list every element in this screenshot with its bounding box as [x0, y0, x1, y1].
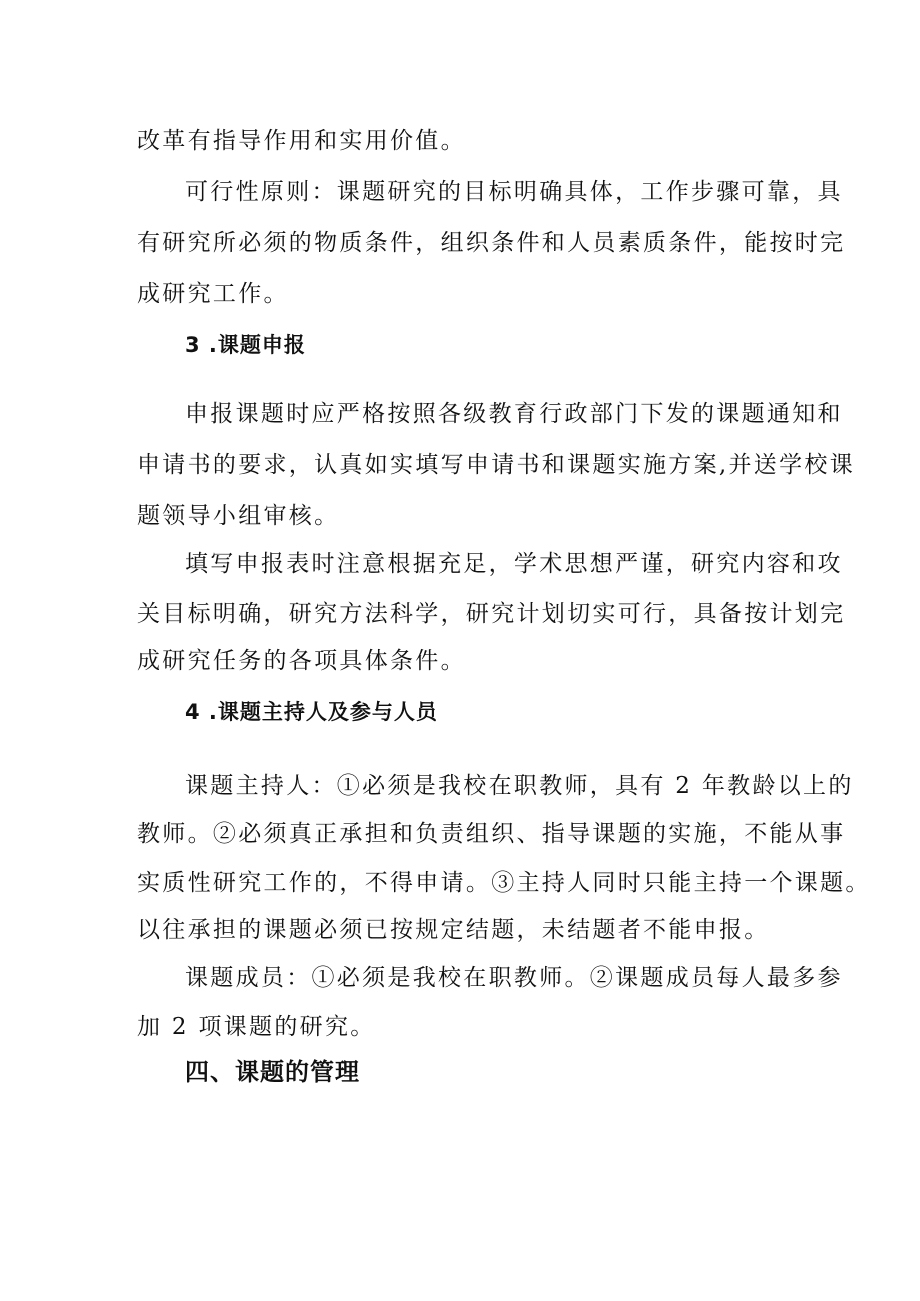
feasibility-line-3: 成研究工作。 [137, 281, 289, 307]
host-line-2: 教师。②必须真正承担和负责组织、指导课题的实施，不能从事 [137, 821, 846, 847]
apply-line-2: 申请书的要求，认真如实填写申请书和课题实施方案,并送学校课 [137, 452, 856, 478]
members-line-2: 加 2 项课题的研究。 [137, 1014, 376, 1040]
apply-line-1: 申报课题时应严格按照各级教育行政部门下发的课题通知和 [185, 401, 843, 427]
section-4-heading: 4 .课题主持人及参与人员 [185, 700, 438, 724]
feasibility-line-2: 有研究所必须的物质条件，组织条件和人员素质条件，能按时完 [137, 230, 846, 256]
fill-line-1: 填写申报表时注意根据充足，学术思想严谨，研究内容和攻 [185, 551, 843, 577]
fill-line-2: 关目标明确，研究方法科学，研究计划切实可行，具备按计划完 [137, 601, 846, 627]
paragraph-reform-tail: 改革有指导作用和实用价值。 [137, 128, 466, 154]
host-line-3: 实质性研究工作的，不得申请。③主持人同时只能主持一个课题。 [137, 870, 871, 896]
host-line-4: 以往承担的课题必须已按规定结题，未结题者不能申报。 [137, 917, 770, 943]
section-3-heading: 3 .课题申报 [185, 333, 306, 357]
fill-line-3: 成研究任务的各项具体条件。 [137, 648, 466, 674]
members-line-1: 课题成员：①必须是我校在职教师。②课题成员每人最多参 [185, 965, 843, 991]
apply-line-3: 题领导小组审核。 [137, 503, 340, 529]
host-line-1: 课题主持人：①必须是我校在职教师，具有 2 年教龄以上的 [185, 773, 854, 799]
chapter-4-heading: 四、课题的管理 [185, 1058, 360, 1086]
feasibility-line-1: 可行性原则：课题研究的目标明确具体，工作步骤可靠，具 [185, 179, 843, 205]
